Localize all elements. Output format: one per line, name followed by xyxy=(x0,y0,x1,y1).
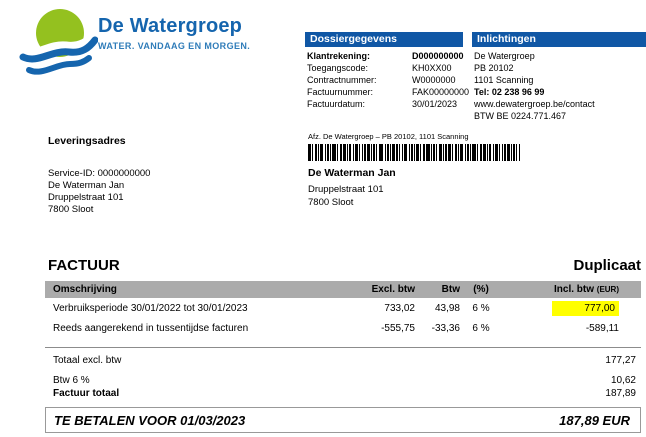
brand-block xyxy=(98,15,250,51)
totals-value: 187,89 xyxy=(605,388,636,399)
barcode-bar xyxy=(519,144,520,161)
dossier-row-label: Toegangscode: xyxy=(307,63,369,73)
leveringsadres-block xyxy=(48,135,278,216)
invoice-table-body xyxy=(45,298,641,338)
recipient-address-line: Druppelstraat 101 xyxy=(308,184,384,195)
invoice-table-header xyxy=(45,281,641,298)
totals-row xyxy=(45,387,641,400)
invoice-table xyxy=(45,281,641,338)
row-excl-btw: 733,02 xyxy=(384,302,415,314)
recipient-address xyxy=(308,183,548,209)
brand-tagline: WATER. VANDAAG EN MORGEN. xyxy=(98,41,251,51)
dossier-row-value: FAK00000000 xyxy=(412,87,470,97)
totals-label: Totaal excl. btw xyxy=(53,355,122,366)
payment-due-label: TE BETALEN VOOR 01/03/2023 xyxy=(54,412,246,428)
dossier-box xyxy=(305,32,470,110)
totals-label: Btw 6 % xyxy=(53,375,90,386)
col-header-excl-btw: Excl. btw xyxy=(371,284,415,295)
dossier-row xyxy=(307,86,470,98)
totals-row xyxy=(45,354,641,367)
payment-amount: 187,89 EUR xyxy=(559,412,630,428)
dossier-row-label: Factuurdatum: xyxy=(307,99,366,109)
inlichtingen-line: PB 20102 xyxy=(474,63,514,73)
row-btw: 43,98 xyxy=(434,302,460,314)
row-pct: 6 % xyxy=(472,322,490,334)
recipient-name: De Waterman Jan xyxy=(308,167,396,179)
dossier-row-value: W0000000 xyxy=(412,75,456,85)
dossier-row-label: Factuurnummer: xyxy=(307,87,374,97)
leveringsadres-line: Druppelstraat 101 xyxy=(48,192,124,203)
inlichtingen-line: De Watergroep xyxy=(474,51,535,61)
col-header-btw: Btw xyxy=(441,284,460,295)
dossier-row-value: 30/01/2023 xyxy=(412,99,458,109)
totals-value: 10,62 xyxy=(610,375,636,386)
recipient-address-line: 7800 Sloot xyxy=(308,197,354,208)
col-header-incl-label: Incl. btw xyxy=(554,284,594,295)
inlichtingen-title: Inlichtingen xyxy=(472,32,646,47)
row-btw: -33,36 xyxy=(431,322,460,334)
dossier-title: Dossiergegevens xyxy=(305,32,463,47)
watergroep-logo-icon xyxy=(18,5,98,83)
row-excl-btw: -555,75 xyxy=(381,322,415,334)
divider-line xyxy=(45,347,641,348)
dossier-row-label: Klantrekening: xyxy=(307,51,371,61)
row-pct: 6 % xyxy=(472,302,490,314)
inlichtingen-line: Tel: 02 238 96 99 xyxy=(474,87,545,97)
invoice-heading-row xyxy=(45,257,641,274)
dossier-row xyxy=(307,74,463,86)
dossier-row xyxy=(307,98,463,110)
invoice-table-row xyxy=(45,298,641,318)
row-description: Reeds aangerekend in tussentijdse facturen xyxy=(53,322,249,334)
totals-row xyxy=(45,374,641,387)
leveringsadres-lines xyxy=(48,168,278,216)
totals-value: 177,27 xyxy=(605,355,636,366)
leveringsadres-line: 7800 Sloot xyxy=(48,204,94,215)
dossier-row-label: Contractnummer: xyxy=(307,75,377,85)
leveringsadres-title: Leveringsadres xyxy=(48,135,126,147)
totals-block xyxy=(45,354,641,400)
inlichtingen-lines xyxy=(472,50,646,122)
inlichtingen-box xyxy=(472,32,646,122)
inlichtingen-line: BTW BE 0224.771.467 xyxy=(474,111,567,121)
payment-box xyxy=(45,407,641,433)
dossier-row xyxy=(307,50,463,62)
highlighted-amount: 777,00 xyxy=(552,301,619,316)
col-header-pct: (%) xyxy=(473,284,489,295)
sender-line: Afz. De Watergroep – PB 20102, 1101 Scanning xyxy=(308,132,469,141)
row-incl-btw: -589,11 xyxy=(585,322,619,334)
duplicate-label: Duplicaat xyxy=(573,257,641,274)
invoice-title: FACTUUR xyxy=(48,257,120,274)
barcode xyxy=(308,144,520,161)
leveringsadres-line: De Waterman Jan xyxy=(48,180,125,191)
totals-label: Factuur totaal xyxy=(53,388,120,399)
col-header-description: Omschrijving xyxy=(53,284,117,295)
inlichtingen-line: 1101 Scanning xyxy=(474,75,534,85)
brand-name: De Watergroep xyxy=(98,15,243,37)
row-incl-btw xyxy=(502,303,641,314)
dossier-row-value: KH0XX00 xyxy=(412,63,452,73)
leveringsadres-line: Service-ID: 0000000000 xyxy=(48,168,151,179)
dossier-rows xyxy=(305,50,470,110)
invoice-table-row xyxy=(45,318,641,338)
inlichtingen-line: www.dewatergroep.be/contact xyxy=(474,99,595,109)
col-header-incl-btw xyxy=(502,284,641,295)
dossier-row-value: D000000000 xyxy=(412,51,464,61)
dossier-row xyxy=(307,62,463,74)
mailing-block xyxy=(308,132,548,209)
col-header-incl-unit: (EUR) xyxy=(596,285,619,294)
row-description: Verbruiksperiode 30/01/2022 tot 30/01/2023 xyxy=(53,302,248,314)
